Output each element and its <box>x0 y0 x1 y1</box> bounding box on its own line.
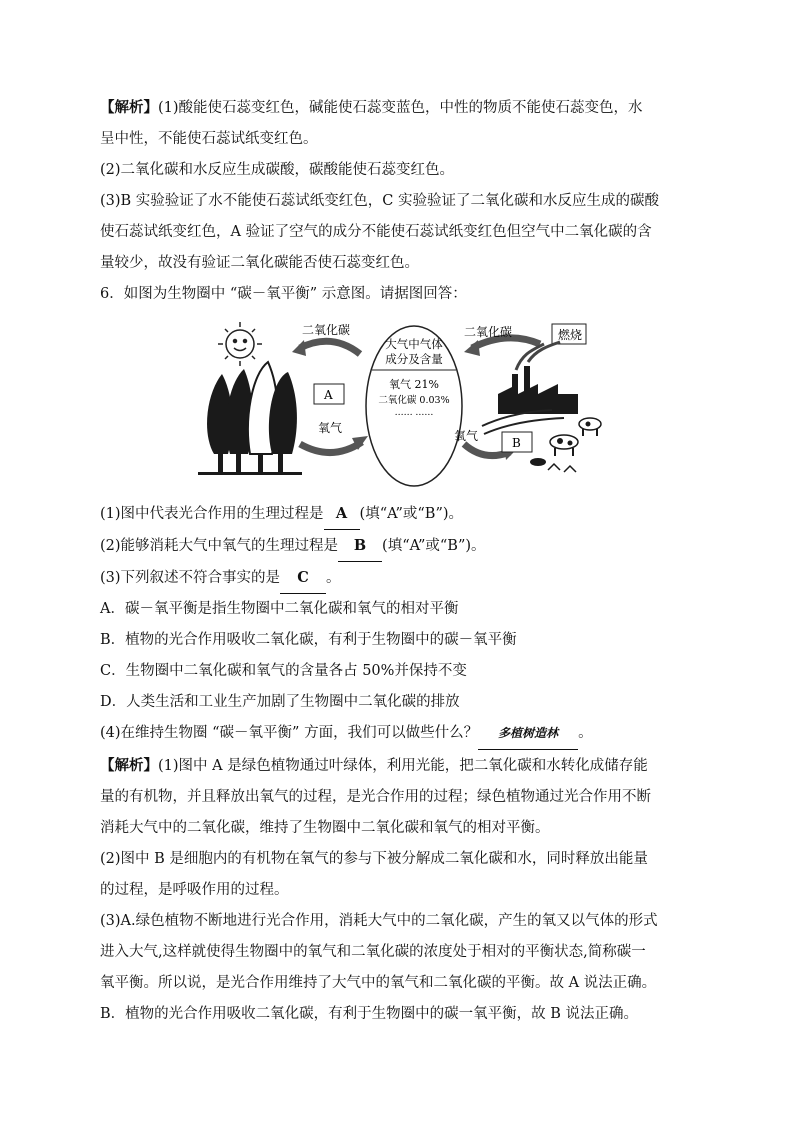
svg-text:…… ……: …… …… <box>394 408 434 418</box>
sun-icon <box>218 322 262 366</box>
analysis-line: 进入大气,这样就使得生物圈中的氧气和二氧化碳的浓度处于相对的平衡状态,简称碳一 <box>100 944 646 960</box>
analysis-line: 消耗大气中的二氧化碳，维持了生物圈中二氧化碳和氧气的相对平衡。 <box>100 820 550 836</box>
option-a: A．碳－氧平衡是指生物圈中二氧化碳和氧气的相对平衡 <box>100 601 459 617</box>
analysis-line: (2)二氧化碳和水反应生成碳酸，碳酸能使石蕊变红色。 <box>100 162 455 178</box>
svg-text:B: B <box>512 436 521 450</box>
option-d: D．人类生活和工业生产加剧了生物圈中二氧化碳的排放 <box>100 694 460 710</box>
analysis-line: 【解析】(1)酸能使石蕊变红色，碱能使石蕊变蓝色，中性的物质不能使石蕊变色，水 <box>100 99 643 116</box>
svg-text:燃烧: 燃烧 <box>558 328 583 342</box>
svg-text:氧气 21%: 氧气 21% <box>389 378 439 391</box>
question-1: (1)图中代表光合作用的生理过程是 A (填“A”或“B”)。 <box>100 498 700 530</box>
diagram-svg <box>192 314 612 494</box>
svg-text:A: A <box>324 388 333 402</box>
analysis-tag: 【解析】 <box>100 99 158 116</box>
question-4: (4)在维持生物圈 “碳－氧平衡” 方面，我们可以做些什么？ 多植树造林 。 <box>100 718 700 750</box>
answer-3: C <box>280 562 326 594</box>
co2-label-right: 二氧化碳 <box>464 325 513 339</box>
analysis-line: 使石蕊试纸变红色，A 验证了空气的成分不能使石蕊试纸变红色但空气中二氧化碳的含 <box>100 224 652 240</box>
answer-4: 多植树造林 <box>478 718 578 750</box>
o2-arrow-left <box>300 442 362 453</box>
trees-icon <box>198 362 302 475</box>
analysis-line: 呈中性，不能使石蕊试纸变红色。 <box>100 131 318 147</box>
analysis-tag: 【解析】 <box>100 757 158 774</box>
co2-label-left: 二氧化碳 <box>302 323 351 337</box>
carbon-oxygen-diagram <box>192 314 612 494</box>
option-c: C．生物圈中二氧化碳和氧气的含量各占 50%并保持不变 <box>100 663 467 679</box>
co2-arrow-right <box>472 338 540 348</box>
document-page <box>100 92 700 1030</box>
analysis-line: 量较少，故没有验证二氧化碳能否使石蕊变红色。 <box>100 255 419 271</box>
question-3: (3)下列叙述不符合事实的是 C 。 <box>100 562 700 594</box>
svg-text:大气中气体: 大气中气体 <box>385 337 443 351</box>
question-stem: 6．如图为生物圈中 “碳－氧平衡” 示意图。请据图回答： <box>100 286 467 302</box>
o2-label-right: 氧气 <box>454 429 479 443</box>
analysis-line: 量的有机物，并且释放出氧气的过程，是光合作用的过程；绿色植物通过光合作用不断 <box>100 789 651 805</box>
analysis-line: 的过程，是呼吸作用的过程。 <box>100 882 289 898</box>
svg-text:二氧化碳 0.03%: 二氧化碳 0.03% <box>378 395 450 406</box>
analysis-line: (3)A.绿色植物不断地进行光合作用，消耗大气中的二氧化碳，产生的氧又以气体的形式 <box>100 913 658 929</box>
answer-2: B <box>338 530 382 562</box>
co2-arrow-left <box>300 341 360 354</box>
option-b: B．植物的光合作用吸收二氧化碳，有利于生物圈中的碳－氧平衡 <box>100 632 517 648</box>
analysis-line: (3)B 实验验证了水不能使石蕊试纸变红色，C 实验验证了二氧化碳和水反应生成的碳酸 <box>100 193 660 209</box>
animals-icon <box>530 418 601 472</box>
answer-1: A <box>324 498 360 530</box>
factory-icon <box>498 342 578 414</box>
analysis-line: 【解析】(1)图中 A 是绿色植物通过叶绿体，利用光能，把二氧化碳和水转化成储存能 <box>100 757 648 774</box>
analysis-line: B．植物的光合作用吸收二氧化碳，有利于生物圈中的碳一氧平衡，故 B 说法正确。 <box>100 1006 639 1022</box>
o2-label-left: 氧气 <box>318 421 343 435</box>
analysis-line: 氧平衡。所以说，是光合作用维持了大气中的氧气和二氧化碳的平衡。故 A 说法正确。 <box>100 975 657 991</box>
svg-text:成分及含量: 成分及含量 <box>385 352 443 366</box>
question-2: (2)能够消耗大气中氧气的生理过程是 B (填“A”或“B”)。 <box>100 530 700 562</box>
analysis-line: (2)图中 B 是细胞内的有机物在氧气的参与下被分解成二氧化碳和水，同时释放出能量 <box>100 851 648 867</box>
